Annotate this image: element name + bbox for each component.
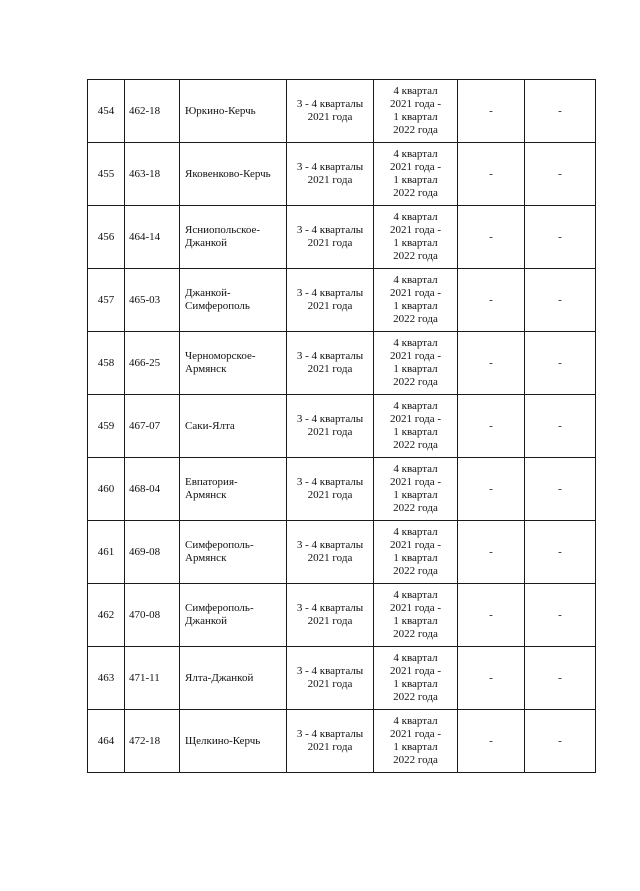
dash-cell-7: - (525, 143, 596, 206)
period-line: 1 квартал (393, 237, 438, 249)
period-cell (374, 521, 458, 584)
dash-cell-7: - (525, 710, 596, 773)
quarters-line: 3 - 4 кварталы (296, 161, 364, 173)
dash-cell-7: - (525, 521, 596, 584)
quarters-cell (287, 206, 374, 269)
route-name-cell (180, 710, 287, 773)
quarters-cell (287, 143, 374, 206)
quarters-line: 3 - 4 кварталы (296, 350, 364, 362)
dash-cell-6: - (458, 143, 525, 206)
quarters-line: 3 - 4 кварталы (296, 98, 364, 110)
route-name-cell (180, 332, 287, 395)
table-row (88, 710, 596, 773)
period-line: 4 квартал (393, 589, 438, 601)
dash-cell-6: - (458, 584, 525, 647)
period-cell (374, 710, 458, 773)
row-number-cell: 457 (88, 269, 125, 332)
dash-cell-7: - (525, 458, 596, 521)
dash-cell-6: - (458, 269, 525, 332)
route-code-cell: 465-03 (125, 269, 180, 332)
row-number-cell: 456 (88, 206, 125, 269)
period-cell (374, 395, 458, 458)
period-cell (374, 332, 458, 395)
dash-cell-7: - (525, 269, 596, 332)
route-code-cell: 469-08 (125, 521, 180, 584)
route-name-cell (180, 584, 287, 647)
dash-cell-6: - (458, 521, 525, 584)
route-name: Ясниопольское- Джанкой (185, 224, 261, 249)
period-line: 2022 года (393, 754, 438, 766)
period-line: 2022 года (393, 439, 438, 451)
period-line: 1 квартал (393, 741, 438, 753)
table-row (88, 647, 596, 710)
dash-cell-7: - (525, 395, 596, 458)
period-line: 4 квартал (393, 526, 438, 538)
dash-cell-7: - (525, 206, 596, 269)
table-row (88, 143, 596, 206)
period-line: 1 квартал (393, 615, 438, 627)
quarters-line: 3 - 4 кварталы (296, 287, 364, 299)
quarters-line: 2021 года (307, 300, 353, 312)
period-line: 1 квартал (393, 174, 438, 186)
dash-cell-7: - (525, 584, 596, 647)
row-number-cell: 463 (88, 647, 125, 710)
period-line: 2021 года - (389, 413, 442, 425)
route-name-cell (180, 143, 287, 206)
quarters-line: 3 - 4 кварталы (296, 539, 364, 551)
period-line: 2021 года - (389, 539, 442, 551)
quarters-cell (287, 395, 374, 458)
dash-cell-7: - (525, 332, 596, 395)
period-line: 1 квартал (393, 111, 438, 123)
route-name-cell (180, 206, 287, 269)
route-name-cell (180, 269, 287, 332)
route-name: Яковенково-Керчь (185, 167, 271, 180)
period-line: 2022 года (393, 250, 438, 262)
period-cell (374, 206, 458, 269)
quarters-line: 3 - 4 кварталы (296, 476, 364, 488)
period-cell (374, 143, 458, 206)
quarters-line: 2021 года (307, 741, 353, 753)
quarters-cell (287, 647, 374, 710)
period-line: 2022 года (393, 313, 438, 325)
route-name-cell (180, 521, 287, 584)
route-name: Евпатория- Армянск (185, 476, 238, 501)
route-code-cell: 470-08 (125, 584, 180, 647)
route-code-cell: 462-18 (125, 80, 180, 143)
period-line: 2022 года (393, 376, 438, 388)
route-name: Ялта-Джанкой (185, 671, 254, 684)
table-row (88, 80, 596, 143)
period-line: 2021 года - (389, 224, 442, 236)
period-line: 2022 года (393, 565, 438, 577)
row-number-cell: 458 (88, 332, 125, 395)
dash-cell-6: - (458, 458, 525, 521)
dash-cell-6: - (458, 80, 525, 143)
quarters-cell (287, 332, 374, 395)
dash-cell-6: - (458, 206, 525, 269)
dash-cell-6: - (458, 710, 525, 773)
route-name: Симферополь- Армянск (185, 539, 254, 564)
route-name-cell (180, 458, 287, 521)
period-line: 4 квартал (393, 715, 438, 727)
period-line: 2021 года - (389, 602, 442, 614)
route-name: Щелкино-Керчь (185, 734, 261, 747)
period-line: 1 квартал (393, 489, 438, 501)
period-cell (374, 269, 458, 332)
period-line: 2022 года (393, 187, 438, 199)
period-cell (374, 80, 458, 143)
period-cell (374, 584, 458, 647)
route-name: Джанкой- Симферополь (185, 287, 250, 312)
period-line: 4 квартал (393, 274, 438, 286)
period-line: 4 квартал (393, 463, 438, 475)
quarters-line: 3 - 4 кварталы (296, 602, 364, 614)
period-line: 1 квартал (393, 300, 438, 312)
dash-cell-6: - (458, 332, 525, 395)
period-line: 2021 года - (389, 728, 442, 740)
table-row (88, 521, 596, 584)
period-line: 2021 года - (389, 287, 442, 299)
quarters-line: 2021 года (307, 552, 353, 564)
row-number-cell: 454 (88, 80, 125, 143)
route-name-cell (180, 395, 287, 458)
route-name: Юркино-Керчь (185, 104, 256, 117)
row-number-cell: 460 (88, 458, 125, 521)
dash-cell-6: - (458, 647, 525, 710)
route-code-cell: 464-14 (125, 206, 180, 269)
period-cell (374, 458, 458, 521)
table-row (88, 206, 596, 269)
period-line: 4 квартал (393, 211, 438, 223)
route-code-cell: 472-18 (125, 710, 180, 773)
row-number-cell: 461 (88, 521, 125, 584)
quarters-line: 2021 года (307, 426, 353, 438)
quarters-line: 2021 года (307, 678, 353, 690)
route-name: Саки-Ялта (185, 419, 235, 432)
row-number-cell: 459 (88, 395, 125, 458)
route-code-cell: 463-18 (125, 143, 180, 206)
quarters-line: 2021 года (307, 237, 353, 249)
table-body (88, 80, 596, 773)
period-line: 4 квартал (393, 148, 438, 160)
dash-cell-6: - (458, 395, 525, 458)
route-name: Черноморское- Армянск (185, 350, 256, 375)
period-line: 2021 года - (389, 98, 442, 110)
route-name-cell (180, 647, 287, 710)
table-row (88, 584, 596, 647)
quarters-line: 3 - 4 кварталы (296, 413, 364, 425)
period-line: 2021 года - (389, 161, 442, 173)
period-line: 2022 года (393, 124, 438, 136)
period-line: 2021 года - (389, 665, 442, 677)
route-name-cell (180, 80, 287, 143)
period-line: 2021 года - (389, 350, 442, 362)
dash-cell-7: - (525, 647, 596, 710)
quarters-line: 3 - 4 кварталы (296, 224, 364, 236)
period-cell (374, 647, 458, 710)
period-line: 4 квартал (393, 85, 438, 97)
period-line: 4 квартал (393, 400, 438, 412)
quarters-line: 3 - 4 кварталы (296, 728, 364, 740)
route-code-cell: 468-04 (125, 458, 180, 521)
period-line: 4 квартал (393, 652, 438, 664)
quarters-cell (287, 584, 374, 647)
quarters-line: 3 - 4 кварталы (296, 665, 364, 677)
period-line: 2022 года (393, 628, 438, 640)
row-number-cell: 455 (88, 143, 125, 206)
period-line: 1 квартал (393, 426, 438, 438)
route-name: Симферополь- Джанкой (185, 602, 254, 627)
quarters-line: 2021 года (307, 615, 353, 627)
route-code-cell: 466-25 (125, 332, 180, 395)
route-code-cell: 467-07 (125, 395, 180, 458)
route-code-cell: 471-11 (125, 647, 180, 710)
quarters-cell (287, 521, 374, 584)
quarters-line: 2021 года (307, 174, 353, 186)
row-number-cell: 464 (88, 710, 125, 773)
quarters-line: 2021 года (307, 489, 353, 501)
quarters-cell (287, 710, 374, 773)
table-row (88, 332, 596, 395)
period-line: 1 квартал (393, 678, 438, 690)
period-line: 4 квартал (393, 337, 438, 349)
quarters-line: 2021 года (307, 111, 353, 123)
period-line: 1 квартал (393, 552, 438, 564)
table-row (88, 395, 596, 458)
dash-cell-7: - (525, 80, 596, 143)
row-number-cell: 462 (88, 584, 125, 647)
quarters-line: 2021 года (307, 363, 353, 375)
table-row (88, 269, 596, 332)
quarters-cell (287, 458, 374, 521)
table-row (88, 458, 596, 521)
period-line: 2022 года (393, 691, 438, 703)
route-schedule-table (87, 79, 596, 773)
period-line: 2021 года - (389, 476, 442, 488)
period-line: 2022 года (393, 502, 438, 514)
quarters-cell (287, 269, 374, 332)
quarters-cell (287, 80, 374, 143)
period-line: 1 квартал (393, 363, 438, 375)
